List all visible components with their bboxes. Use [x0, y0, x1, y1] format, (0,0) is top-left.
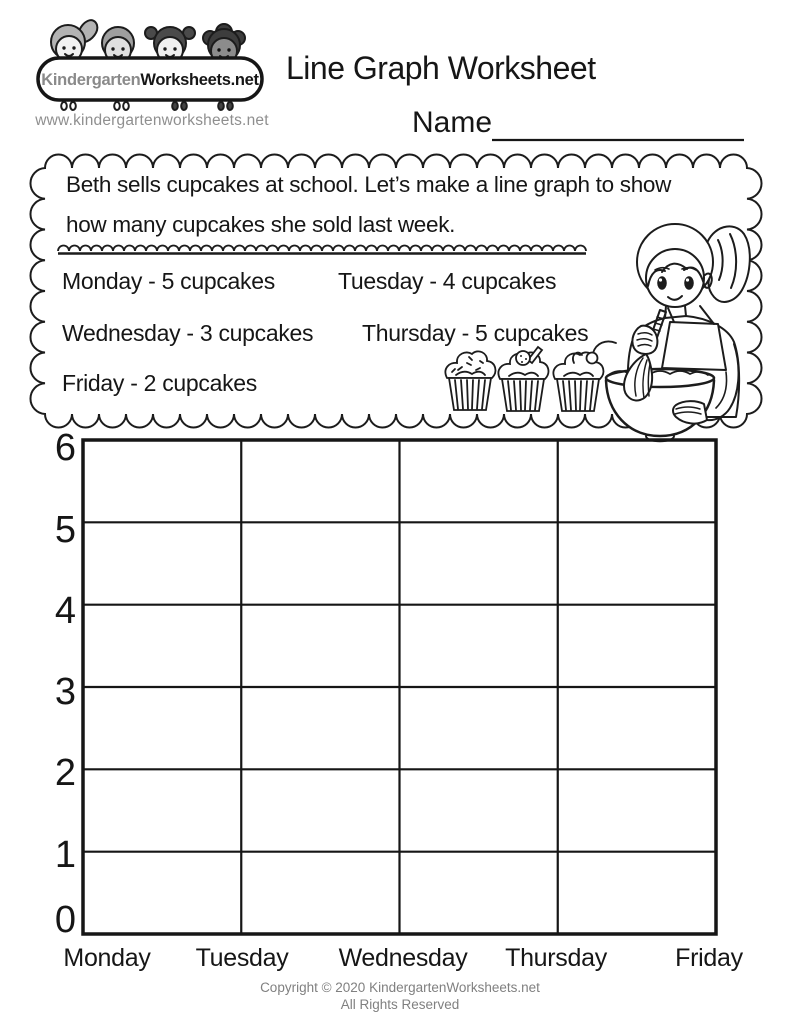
y-axis-label-0: 0 [54, 899, 76, 941]
page-title: Line Graph Worksheet [286, 50, 596, 86]
y-axis-label-5: 5 [54, 509, 76, 551]
x-axis-label-wednesday: Wednesday [338, 944, 468, 972]
y-axis-label-2: 2 [54, 752, 76, 794]
logo-text-worksheets: Worksheets.net [140, 70, 259, 89]
logo-kids-feet [61, 102, 233, 110]
fact-monday: Monday - 5 cupcakes [62, 268, 275, 294]
apron-bib [662, 322, 726, 370]
footer-rights: All Rights Reserved [340, 997, 460, 1012]
x-axis-label-thursday: Thursday [505, 944, 607, 972]
x-axis-label-tuesday: Tuesday [195, 944, 289, 972]
kid-girl-1 [51, 20, 97, 62]
footer-copyright: Copyright © 2020 KindergartenWorksheets.net [260, 980, 540, 995]
logo-text-kindergarten: Kindergarten [41, 70, 141, 89]
story-intro-line-2: how many cupcakes she sold last week. [66, 212, 456, 237]
x-axis-label-friday: Friday [675, 944, 743, 972]
name-field-label: Name [412, 106, 493, 139]
fact-friday: Friday - 2 cupcakes [62, 370, 257, 396]
y-axis-label-3: 3 [54, 671, 76, 713]
fact-tuesday: Tuesday - 4 cupcakes [338, 268, 557, 294]
story-intro-line-1: Beth sells cupcakes at school. Let’s make a line graph to show [66, 172, 672, 197]
y-axis-label-1: 1 [54, 834, 76, 876]
logo-wordmark [40, 60, 260, 100]
y-axis-label-6: 6 [54, 427, 76, 469]
fist [632, 326, 657, 354]
fact-wednesday: Wednesday - 3 cupcakes [62, 320, 314, 346]
logo-website-url: www.kindergartenworksheets.net [35, 112, 269, 129]
face [646, 249, 704, 307]
graph-grid[interactable] [83, 440, 716, 934]
fact-thursday: Thursday - 5 cupcakes [362, 320, 589, 346]
x-axis-label-monday: Monday [63, 944, 151, 972]
y-axis-label-4: 4 [54, 590, 76, 632]
